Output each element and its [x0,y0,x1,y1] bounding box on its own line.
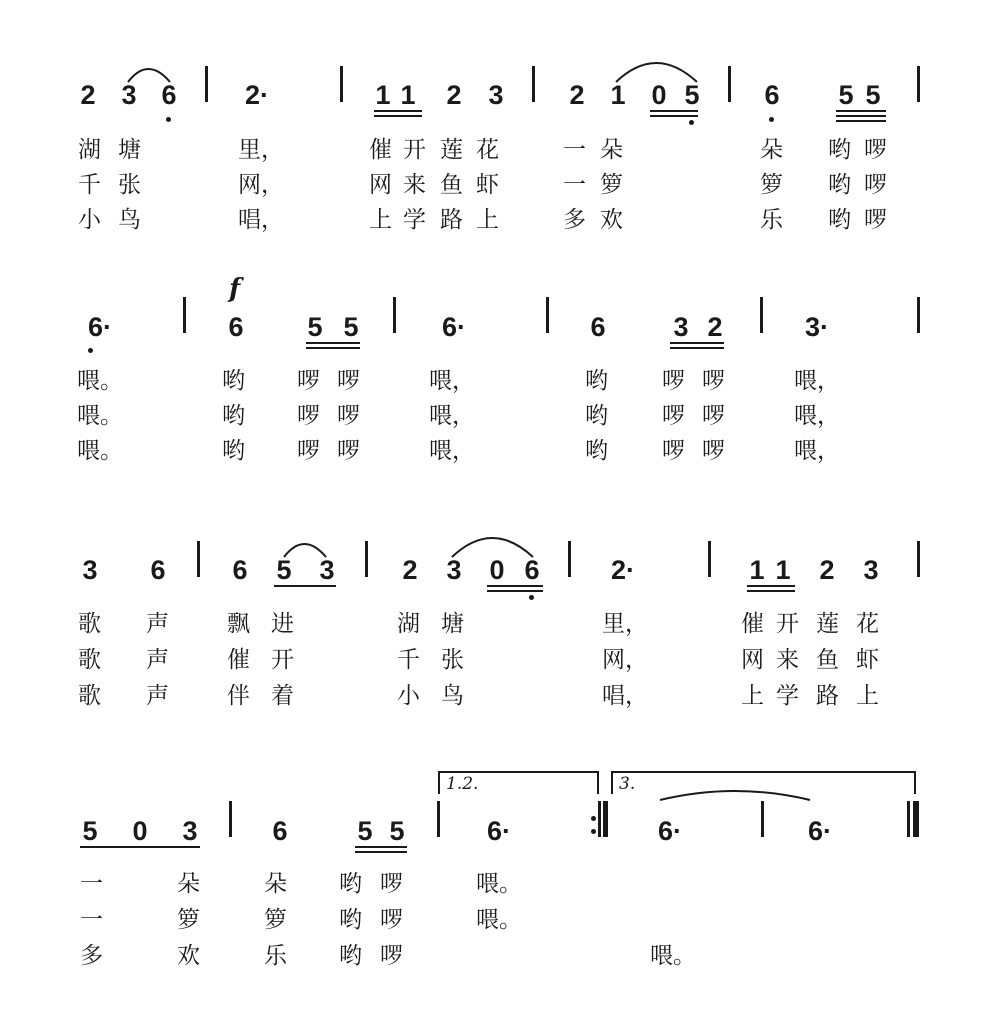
underline [650,110,698,112]
lyric: 鱼 [440,172,463,198]
lyric: 啰 [297,438,320,464]
lyric: 一 [563,137,586,163]
note: 2· [610,555,635,585]
lyric: 来 [403,172,426,198]
note: 6 [272,816,288,846]
repeat-dot [591,829,596,834]
lyric: 喂。 [77,438,123,464]
repeat-thick-bar [603,801,608,837]
lyric: 网， [602,647,648,673]
lyric: 一 [80,871,103,897]
bar-line [340,66,343,102]
bar-line [728,66,731,102]
lyric: 哟 [339,871,362,897]
lyric: 乐 [264,943,287,969]
lyric: 喂。 [77,403,123,429]
note: 6· [657,816,682,846]
note: 2 [819,555,835,585]
lyric: 哟 [222,403,245,429]
lyric: 飘 [227,611,250,637]
note: 6· [87,312,112,342]
lyric: 催 [741,611,764,637]
lyric: 花 [856,611,879,637]
lyric: 喂， [429,368,475,394]
lyric: 哟 [828,207,851,233]
note: 1 [400,80,416,110]
underline [670,342,724,344]
note: 3 [446,555,462,585]
lyric: 啰 [380,871,403,897]
tie [660,791,810,800]
note: 6 [228,312,244,342]
lyric: 声 [146,683,169,709]
note: 3· [804,312,829,342]
lyric: 啰 [864,207,887,233]
lyric: 莲 [816,611,839,637]
low-octave-dot [166,117,171,122]
note: 3 [319,555,335,585]
lyric: 开 [403,137,426,163]
low-octave-dot [769,117,774,122]
note: 2 [402,555,418,585]
note: 0 [489,555,505,585]
bar-line [760,297,763,333]
note: 2 [569,80,585,110]
note: 3 [863,555,879,585]
lyric: 鸟 [118,207,141,233]
bar-line [365,541,368,577]
note: 0 [651,80,667,110]
lyric: 朵 [264,871,287,897]
note: 6 [161,80,177,110]
note: 1 [775,555,791,585]
bar-line [917,66,920,102]
lyric: 多 [80,943,103,969]
note: 2 [80,80,96,110]
lyric: 上 [856,683,879,709]
bar-line [761,801,764,837]
lyric: 啰 [702,438,725,464]
lyric: 歌 [78,647,101,673]
lyric: 啰 [702,403,725,429]
note: 5 [343,312,359,342]
note: 6· [486,816,511,846]
underline [836,120,886,122]
lyric: 唱， [238,207,284,233]
final-thin-bar [907,801,910,837]
lyric: 湖 [397,611,420,637]
underline [306,342,360,344]
lyric: 上 [741,683,764,709]
lyric: 开 [271,647,294,673]
lyric: 哟 [222,438,245,464]
bar-line [183,297,186,333]
repeat-dot [591,816,596,821]
lyric: 啰 [380,943,403,969]
bar-line [546,297,549,333]
lyric: 伴 [227,683,250,709]
note: 1 [375,80,391,110]
lyric: 路 [816,683,839,709]
note: 6· [807,816,832,846]
lyric: 箩 [264,907,287,933]
note: 5 [357,816,373,846]
lyric: 啰 [662,403,685,429]
note: 3 [673,312,689,342]
lyric: 箩 [760,172,783,198]
underline [355,846,407,848]
lyric: 塘 [118,137,141,163]
final-thick-bar [913,801,919,837]
lyric: 朵 [600,137,623,163]
lyric: 一 [563,172,586,198]
lyric: 喂， [794,368,840,394]
lyric: 喂， [794,403,840,429]
underline [274,585,336,587]
lyric: 唱， [602,683,648,709]
lyric: 千 [397,647,420,673]
bar-line [917,541,920,577]
lyric: 里， [238,137,284,163]
lyric: 来 [776,647,799,673]
lyric: 塘 [441,611,464,637]
note: 6 [232,555,248,585]
lyric: 着 [271,683,294,709]
note: 5 [865,80,881,110]
lyric: 小 [78,207,101,233]
volta-2-label: 3. [619,774,636,794]
lyric: 喂， [794,438,840,464]
lyric: 开 [776,611,799,637]
lyric: 鸟 [441,683,464,709]
note: 5 [82,816,98,846]
lyric: 哟 [585,438,608,464]
lyric: 啰 [662,438,685,464]
lyric: 乐 [760,207,783,233]
note: 3 [488,80,504,110]
lyric: 欢 [600,207,623,233]
lyric: 网， [238,172,284,198]
underline [747,590,795,592]
lyric: 欢 [177,943,200,969]
lyric: 哟 [828,172,851,198]
bar-line [532,66,535,102]
volta-2-bracket [612,772,915,794]
lyric: 湖 [78,137,101,163]
bar-line [197,541,200,577]
underline [836,115,886,117]
lyric: 进 [271,611,294,637]
underline [487,590,543,592]
bar-line [568,541,571,577]
bar-line [437,801,440,837]
note: 5 [276,555,292,585]
lyric: 网 [741,647,764,673]
lyric: 学 [403,207,426,233]
bar-line [708,541,711,577]
lyric: 喂。 [77,368,123,394]
note: 6 [764,80,780,110]
lyric: 一 [80,907,103,933]
lyric: 喂， [429,403,475,429]
underline [374,115,422,117]
bar-line [205,66,208,102]
lyric: 喂。 [476,907,522,933]
lyric: 朵 [177,871,200,897]
lyric: 莲 [440,137,463,163]
underline [836,110,886,112]
lyric: 箩 [177,907,200,933]
note: 5 [838,80,854,110]
underline [355,851,407,853]
note: 2 [446,80,462,110]
lyric: 催 [369,137,392,163]
lyric: 里， [602,611,648,637]
lyric: 啰 [337,403,360,429]
note: 6· [441,312,466,342]
lyric: 小 [397,683,420,709]
lyric: 千 [78,172,101,198]
lyric: 花 [476,137,499,163]
note: 3 [182,816,198,846]
note: 3 [82,555,98,585]
bar-line [917,297,920,333]
lyric: 上 [369,207,392,233]
low-octave-dot [529,595,534,600]
lyric: 啰 [380,907,403,933]
note: 1 [749,555,765,585]
low-octave-dot [689,120,694,125]
lyric: 哟 [339,907,362,933]
lyric: 啰 [702,368,725,394]
repeat-thin-bar [598,801,601,837]
bar-line [229,801,232,837]
lyric: 声 [146,647,169,673]
lyric: 路 [440,207,463,233]
lyric: 啰 [297,403,320,429]
underline [487,585,543,587]
lyric: 啰 [864,137,887,163]
lyric: 哟 [585,368,608,394]
lyric: 啰 [864,172,887,198]
note: 1 [610,80,626,110]
lyric: 啰 [337,368,360,394]
note: 3 [121,80,137,110]
note: 5 [684,80,700,110]
underline [306,347,360,349]
lyric: 歌 [78,683,101,709]
lyric: 声 [146,611,169,637]
lyric: 哟 [222,368,245,394]
lyric: 箩 [600,172,623,198]
lyric: 网 [369,172,392,198]
lyric: 喂。 [476,871,522,897]
note: 6 [150,555,166,585]
lyric: 歌 [78,611,101,637]
lyric: 催 [227,647,250,673]
lyric: 啰 [297,368,320,394]
lyric: 虾 [856,647,879,673]
underline [747,585,795,587]
lyric: 朵 [760,137,783,163]
note: 6 [524,555,540,585]
dynamic-forte: f [229,274,241,304]
underline [670,347,724,349]
lyric: 喂， [429,438,475,464]
note: 5 [389,816,405,846]
lyric: 喂。 [650,943,696,969]
lyric: 张 [118,172,141,198]
note: 5 [307,312,323,342]
note: 2 [707,312,723,342]
underline [650,115,698,117]
volta-1-label: 1.2. [446,774,479,794]
lyric: 学 [776,683,799,709]
underline [374,110,422,112]
lyric: 哟 [339,943,362,969]
lyric: 张 [441,647,464,673]
note: 0 [132,816,148,846]
underline [80,846,200,848]
note: 6 [590,312,606,342]
lyric: 啰 [662,368,685,394]
lyric: 上 [476,207,499,233]
lyric: 多 [563,207,586,233]
lyric: 哟 [585,403,608,429]
lyric: 啰 [337,438,360,464]
note: 2· [244,80,269,110]
lyric: 鱼 [816,647,839,673]
bar-line [393,297,396,333]
lyric: 哟 [828,137,851,163]
low-octave-dot [88,348,93,353]
lyric: 虾 [476,172,499,198]
